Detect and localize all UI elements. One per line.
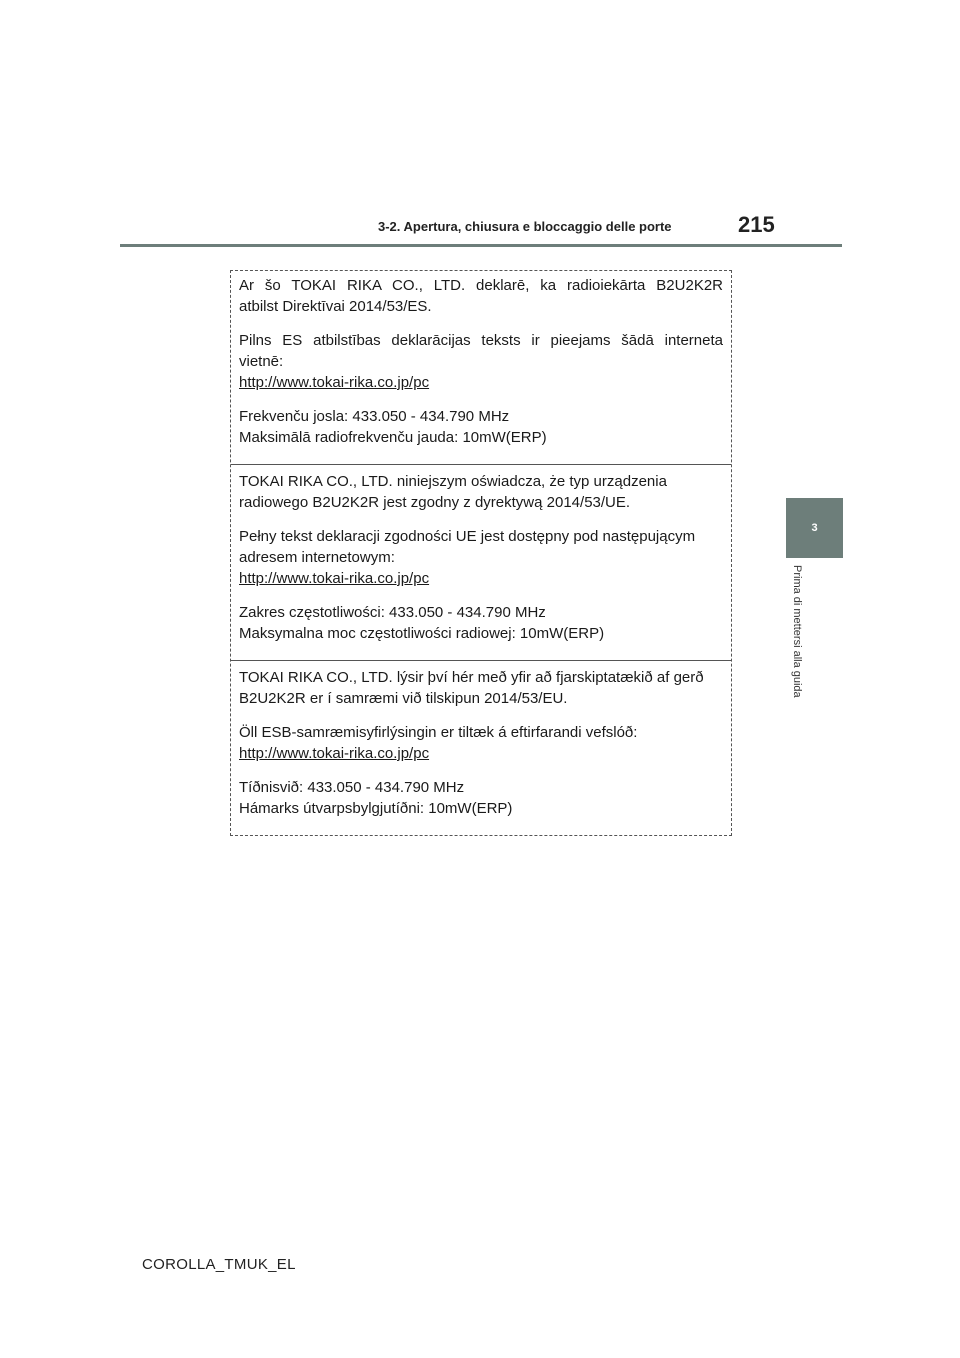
- notice-icelandic: [231, 660, 731, 835]
- max-power: Maksymalna moc częstotliwości radiowej: 10mW(ERP): [239, 625, 605, 642]
- notice-declaration-line: Ar šo TOKAI RIKA CO., LTD. deklarē, ka radioiekārta B2U2K2R: [239, 277, 723, 294]
- frequency-band: Zakres częstotliwości: 433.050 - 434.790 MHz: [239, 604, 546, 621]
- notice-polish: [231, 464, 731, 660]
- chapter-number: 3: [811, 522, 818, 534]
- notice-text-line: Öll ESB-samræmisyfirlýsingin er tiltæk á eftirfarandi vefslóð:: [239, 724, 638, 741]
- notice-declaration-line: TOKAI RIKA CO., LTD. niniejszym oświadcza, że typ urządzenia: [239, 473, 667, 490]
- section-title: 3-2. Apertura, chiusura e bloccaggio delle porte: [378, 219, 672, 234]
- declaration-link[interactable]: http://www.tokai-rika.co.jp/pc: [239, 570, 430, 587]
- notice-text-line: Pełny tekst deklaracji zgodności UE jest dostępny pod następującym: [239, 528, 696, 545]
- document-code: COROLLA_TMUK_EL: [142, 1256, 296, 1273]
- notice-latvian: [231, 271, 731, 464]
- declaration-link[interactable]: http://www.tokai-rika.co.jp/pc: [239, 374, 430, 391]
- frequency-band: Frekvenču josla: 433.050 - 434.790 MHz: [239, 408, 510, 425]
- notice-text-line: vietnē:: [239, 353, 284, 370]
- notice-text-line: Pilns ES atbilstības deklarācijas teksts ir pieejams šādā interneta: [239, 332, 723, 349]
- frequency-band: Tíðnisvið: 433.050 - 434.790 MHz: [239, 779, 465, 796]
- chapter-label: Prima di mettersi alla guida: [791, 565, 803, 698]
- declaration-link[interactable]: http://www.tokai-rika.co.jp/pc: [239, 745, 430, 762]
- max-power: Maksimālā radiofrekvenču jauda: 10mW(ERP): [239, 429, 547, 446]
- notice-declaration-line: radiowego B2U2K2R jest zgodny z dyrektywą 2014/53/UE.: [239, 494, 631, 511]
- max-power: Hámarks útvarpsbylgjutíðni: 10mW(ERP): [239, 800, 513, 817]
- notice-declaration-line: atbilst Direktīvai 2014/53/ES.: [239, 298, 432, 315]
- notice-declaration-line: TOKAI RIKA CO., LTD. lýsir því hér með yfir að fjarskiptatækið af gerð: [239, 669, 704, 686]
- page-number: 215: [738, 212, 775, 237]
- chapter-tab: [786, 498, 843, 558]
- header-divider: [120, 244, 842, 247]
- notice-text-line: adresem internetowym:: [239, 549, 395, 566]
- regulatory-notice-box: [230, 270, 732, 836]
- notice-declaration-line: B2U2K2R er í samræmi við tilskipun 2014/53/EU.: [239, 690, 568, 707]
